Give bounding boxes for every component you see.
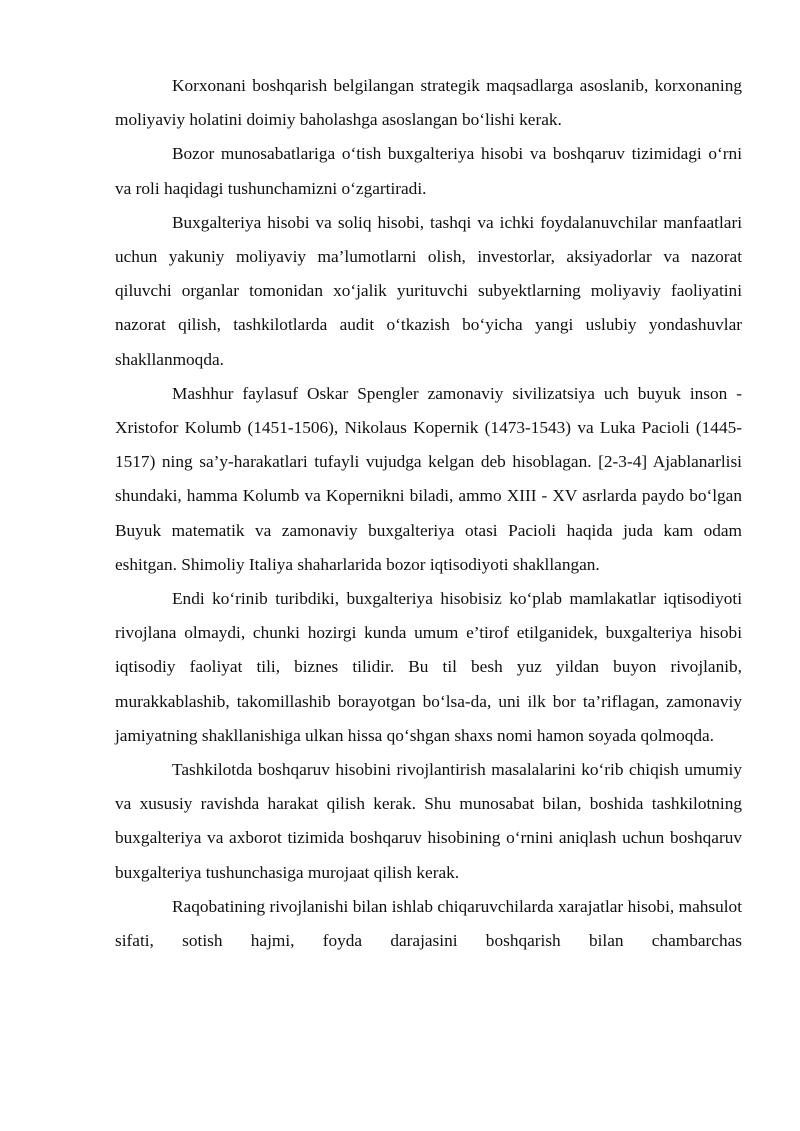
paragraph-5: Endi ko‘rinib turibdiki, buxgalteriya hisobisiz ko‘plab mamlakatlar iqtisodiyoti rivojlana olmaydi, chunki hozirgi kunda umum e’tirof etilganidek, buxgalteriya hisobi iqtisodiy faoliyat tili, biznes tilidir. Bu til besh yuz yildan buyon rivojlanib, murakkablashib, takomillashib borayotgan bo‘lsa-da, uni ilk bor ta’riflagan, zamonaviy jamiyatning shakllanishiga ulkan hissa qo‘shgan shaxs nomi hamon soyada qolmoqda. bbox=[115, 589, 742, 745]
paragraph-4: Mashhur faylasuf Oskar Spengler zamonaviy sivilizatsiya uch buyuk inson - Xristofor Kolumb (1451-1506), Nikolaus Kopernik (1473-1543) va Luka Pacioli (1445-1517) ning sa’y-harakatlari tufayli vujudga kelgan deb hisoblagan. [2-3-4] Ajablanarlisi shundaki, hamma Kolumb va Kopernikni biladi, ammo XIII - XV asrlarda paydo bo‘lgan Buyuk matematik va zamonaviy buxgalteriya otasi Pacioli haqida juda kam odam eshitgan. Shimoliy Italiya shaharlarida bozor iqtisodiyoti shakllangan. bbox=[115, 383, 742, 574]
paragraph-1: Korxonani boshqarish belgilangan strategik maqsadlarga asoslanib, korxonaning moliyaviy holatini doimiy baholashga asoslangan bo‘lishi kerak. bbox=[115, 76, 742, 130]
paragraph-7: Raqobatining rivojlanishi bilan ishlab chiqaruvchilarda xarajatlar hisobi, mahsulot sifati, sotish hajmi, foyda darajasini boshqarish bilan chambarchas bbox=[115, 896, 742, 951]
document-body bbox=[115, 69, 742, 958]
paragraph-3: Buxgalteriya hisobi va soliq hisobi, tashqi va ichki foydalanuvchilar manfaatlari uchun yakuniy moliyaviy ma’lumotlarni olish, investorlar, aksiyadorlar va nazorat qiluvchi organlar tomonidan xo‘jalik yurituvchi subyektlarning moliyaviy faoliyatini nazorat qilish, tashkilotlarda audit o‘tkazish bo‘yicha yangi uslubiy yondashuvlar shakllanmoqda. bbox=[115, 212, 742, 369]
paragraph-2: Bozor munosabatlariga o‘tish buxgalteriya hisobi va boshqaruv tizimidagi o‘rni va roli haqidagi tushunchamizni o‘zgartiradi. bbox=[115, 144, 742, 198]
paragraph-6: Tashkilotda boshqaruv hisobini rivojlantirish masalalarini ko‘rib chiqish umumiy va xususiy ravishda harakat qilish kerak. Shu munosabat bilan, boshida tashkilotning buxgalteriya va axborot tizimida boshqaruv hisobining o‘rnini aniqlash uchun boshqaruv buxgalteriya tushunchasiga murojaat qilish kerak. bbox=[115, 760, 742, 882]
